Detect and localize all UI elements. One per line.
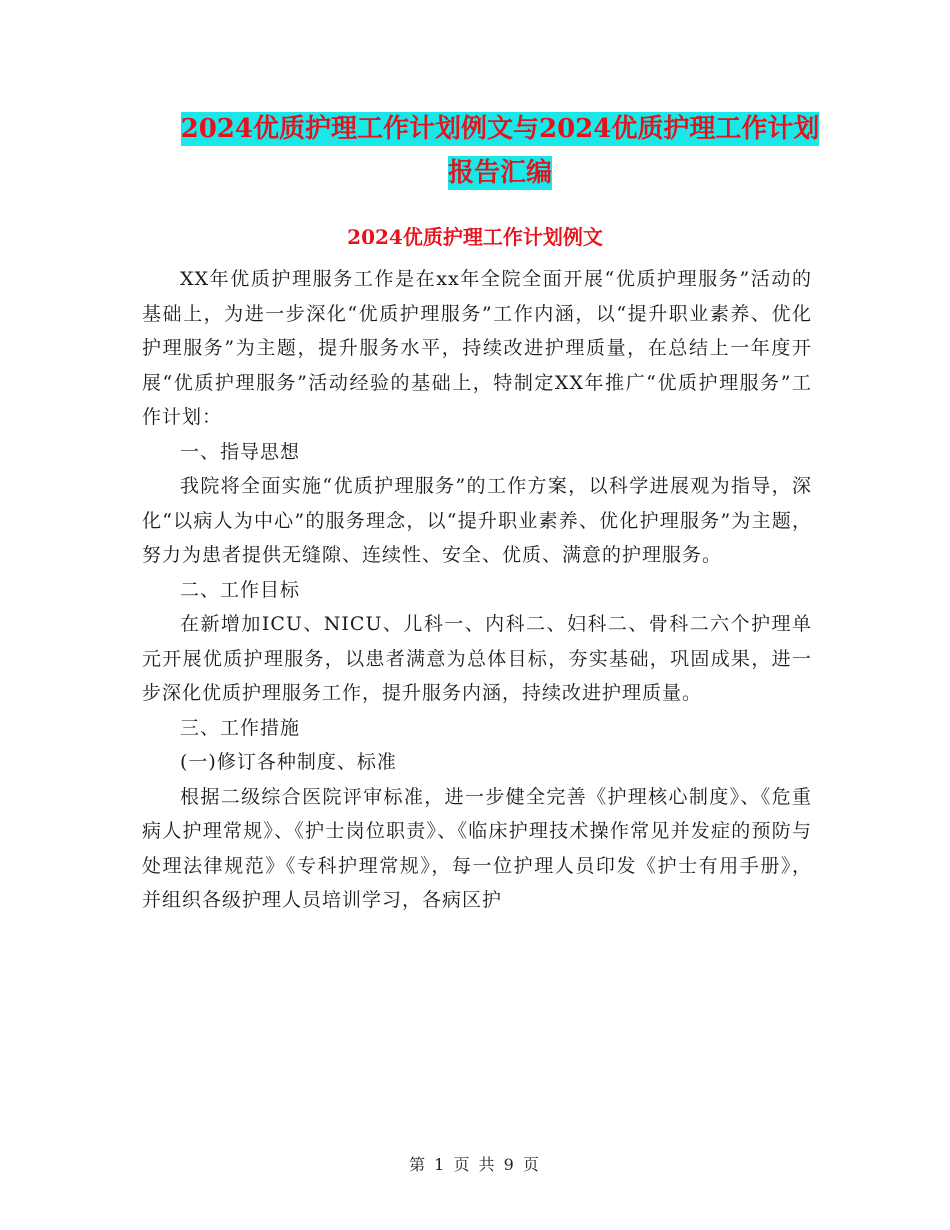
page-footer: 第 1 页 共 9 页 bbox=[409, 1155, 541, 1174]
heading-guiding-ideology: 一、指导思想 bbox=[180, 440, 301, 463]
main-title-highlight-1: 2024优质护理工作计划例文与2024优质护理工作计划 bbox=[180, 114, 820, 144]
paragraph-revise-systems: 根据二级综合医院评审标准，进一步健全完善《护理核心制度》、《危重病人护理常规》、《护士岗位职责》、《临床护理技术操作常见并发症的预防与处理法律规范》《专科护理常规》，每一位护理人员印发《护士有用手册》，并组织各级护理人员培训学习，各病区护 bbox=[142, 785, 812, 911]
main-title-highlight-2: 报告汇编 bbox=[447, 158, 552, 188]
main-title-line-2 bbox=[150, 154, 850, 192]
section-title: 2024优质护理工作计划例文 bbox=[347, 225, 603, 249]
main-title-line-1 bbox=[150, 110, 850, 148]
paragraph-work-goals: 在新增加ICU、NICU、儿科一、内科二、妇科二、骨科二六个护理单元开展优质护理服务，以患者满意为总体目标，夯实基础，巩固成果，进一步深化优质护理服务工作，提升服务内涵，持续改进护理质量。 bbox=[142, 613, 812, 704]
subheading-revise-systems: (一)修订各种制度、标准 bbox=[180, 751, 397, 773]
paragraph-guiding-ideology: 我院将全面实施“优质护理服务”的工作方案，以科学进展观为指导，深化“以病人为中心”的服务理念，以“提升职业素养、优化护理服务”为主题，努力为患者提供无缝隙、连续性、安全、优质、满意的护理服务。 bbox=[142, 475, 812, 566]
paragraph-intro: XX年优质护理服务工作是在xx年全院全面开展“优质护理服务”活动的基础上，为进一步深化“优质护理服务”工作内涵，以“提升职业素养、优化护理服务”为主题，提升服务水平，持续改进护理质量，在总结上一年度开展“优质护理服务”活动经验的基础上，特制定XX年推广“优质护理服务”工作计划： bbox=[142, 268, 812, 428]
document-body bbox=[142, 262, 812, 918]
heading-work-measures: 三、工作措施 bbox=[180, 716, 301, 739]
heading-work-goals: 二、工作目标 bbox=[180, 578, 301, 601]
